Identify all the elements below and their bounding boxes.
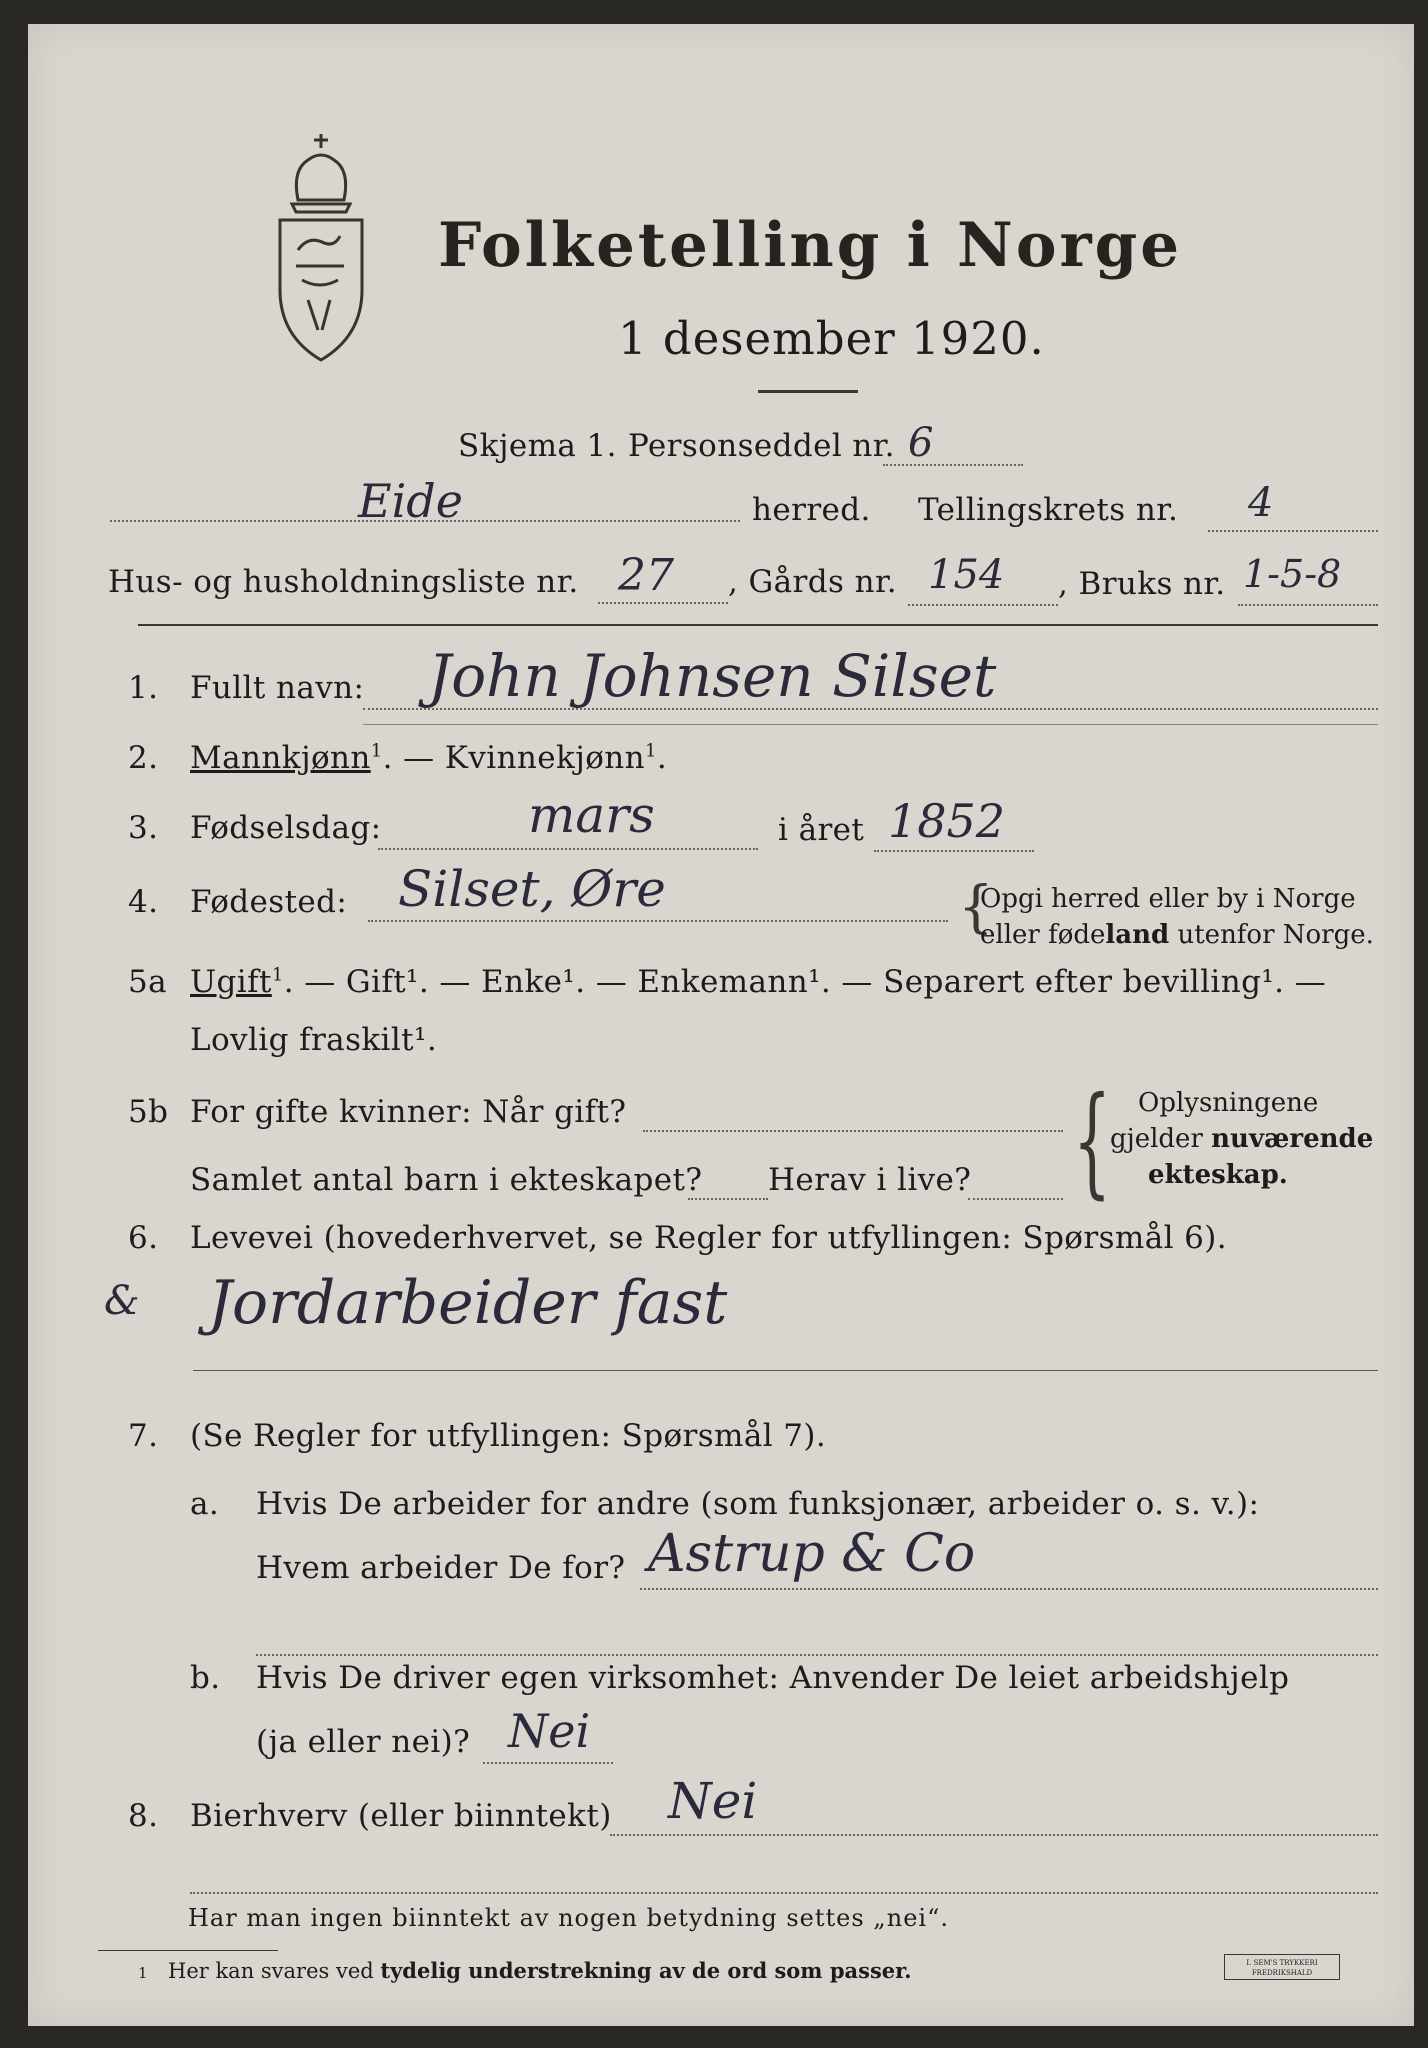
q7b-line1: Hvis De driver egen virksomhet: Anvender De leiet arbeidshjelp [256, 1660, 1290, 1696]
q7-label: (Se Regler for utfyllingen: Spørsmål 7). [190, 1418, 827, 1454]
q7a-line1: Hvis De arbeider for andre (som funksjonær, arbeider o. s. v.): [256, 1486, 1260, 1522]
q3-label: Fødselsdag: [190, 810, 382, 846]
q4-line [368, 920, 948, 922]
herred-value: Eide [358, 474, 463, 528]
q5a-ugift: Ugift [190, 964, 272, 1000]
q6-rule [193, 1370, 1378, 1371]
q7a-letter: a. [190, 1486, 220, 1522]
q7b-value: Nei [508, 1704, 591, 1758]
herred-label: herred. [752, 492, 871, 528]
q7a-value: Astrup & Co [648, 1524, 976, 1584]
q2-end: . [656, 740, 668, 776]
footnote-rule [98, 1950, 278, 1951]
q3-year-line [874, 850, 1034, 852]
q2-line [190, 740, 667, 776]
q5b-brace: { [1073, 1072, 1112, 1211]
q7-number: 7. [128, 1418, 159, 1454]
census-form [28, 24, 1414, 2026]
q5b-note-2: gjelder nuværende [1110, 1124, 1374, 1154]
q6-label: Levevei (hovederhvervet, se Regler for utfyllingen: Spørsmål 6). [190, 1220, 1228, 1256]
q5b-line2a: Samlet antal barn i ekteskapet? [190, 1162, 703, 1198]
husliste-label: Hus- og husholdningsliste nr. [108, 564, 579, 600]
q5b-note-3: ekteskap. [1148, 1160, 1288, 1190]
printer-stamp [1224, 1954, 1340, 1980]
bruks-line [1238, 604, 1378, 606]
q5a-line1 [190, 964, 1326, 1000]
q3-line [378, 848, 758, 850]
q4-note-1: Opgi herred eller by i Norge [980, 884, 1356, 914]
gards-line [908, 604, 1058, 606]
q5b-number: 5b [128, 1094, 169, 1130]
schema-label: Skjema 1. [458, 428, 617, 464]
title-divider [758, 390, 858, 393]
q4-value: Silset, Øre [398, 860, 666, 918]
footnote-mark: 1 [138, 1964, 148, 1982]
gards-label: , Gårds nr. [728, 564, 898, 600]
personseddel-line [883, 464, 1023, 466]
tellingskrets-value: 4 [1248, 480, 1274, 526]
bruks-label: , Bruks nr. [1058, 566, 1226, 602]
q6-margin-mark: & [104, 1278, 140, 1324]
q2-number: 2. [128, 740, 159, 776]
q8-label: Bierhverv (eller biinntekt) [190, 1798, 612, 1834]
header-rule [138, 624, 1378, 626]
coat-of-arms-icon [268, 130, 374, 370]
q3-year-value: 1852 [888, 794, 1006, 848]
q5a-rest: . — Gift¹. — Enke¹. — Enkemann¹. — Separert efter bevilling¹. — [283, 964, 1327, 1000]
personseddel-value: 6 [908, 420, 934, 466]
q5a-number: 5a [128, 964, 168, 1000]
q2-sup2: 1 [645, 740, 657, 762]
q4-note-2: eller fødeland utenfor Norge. [980, 920, 1374, 950]
form-date: 1 desember 1920. [618, 312, 1045, 365]
q5b-note-1: Oplysningene [1138, 1088, 1319, 1118]
q6-number: 6. [128, 1220, 159, 1256]
q5b-line1: For gifte kvinner: Når gift? [190, 1094, 627, 1130]
q7b-line2: (ja eller nei)? [256, 1724, 471, 1760]
q3-year-label: i året [778, 812, 865, 848]
q1-value: John Johnsen Silset [428, 642, 997, 710]
q8-extra-line [190, 1892, 1378, 1894]
q1-underline [363, 724, 1378, 725]
tellingskrets-line [1208, 530, 1378, 532]
q5a-sup: 1 [271, 964, 284, 986]
q8-line [610, 1834, 1378, 1836]
tellingskrets-label: Tellingskrets nr. [918, 492, 1179, 528]
q4-brace: { [958, 875, 994, 940]
q7a-extra-line [256, 1654, 1378, 1656]
q5b-line1-dots [643, 1130, 1063, 1132]
personseddel-label: Personseddel nr. [628, 428, 895, 464]
q3-value: mars [528, 786, 655, 844]
q5b-line2b-dots [968, 1198, 1063, 1200]
q8-value: Nei [668, 1772, 758, 1830]
printer-line-2: FREDRIKSHALD [1251, 1969, 1313, 1977]
husliste-line [598, 602, 728, 604]
gards-value: 154 [928, 552, 1005, 598]
footnote-text: Her kan svares ved tydelig understrekning av de ord som passer. [168, 1958, 912, 1983]
q2-sup1: 1 [370, 740, 383, 762]
q7b-letter: b. [190, 1660, 221, 1696]
q7b-line2-dots [483, 1762, 613, 1764]
q1-label: Fullt navn: [190, 670, 365, 706]
q7a-line2-dots [640, 1588, 1378, 1590]
q5b-line2a-dots [688, 1198, 768, 1200]
printer-line-1: I. SEM'S TRYKKERI [1246, 1959, 1318, 1967]
form-title: Folketelling i Norge [438, 210, 1183, 281]
q7a-line2: Hvem arbeider De for? [256, 1550, 626, 1586]
q5b-line2b: Herav i live? [768, 1162, 972, 1198]
q2-sep: . — [382, 740, 445, 776]
bruks-value: 1-5-8 [1243, 552, 1342, 596]
q8-number: 8. [128, 1798, 159, 1834]
q8-note: Har man ingen biinntekt av nogen betydning settes „nei“. [188, 1904, 949, 1932]
q4-number: 4. [128, 884, 159, 920]
q1-number: 1. [128, 670, 159, 706]
husliste-value: 27 [618, 550, 674, 601]
q6-value: Jordarbeider fast [208, 1268, 728, 1338]
q5a-line2: Lovlig fraskilt¹. [190, 1022, 438, 1058]
q4-label: Fødested: [190, 884, 348, 920]
q3-number: 3. [128, 810, 159, 846]
q2-kvinne: Kvinnekjønn [444, 740, 646, 776]
q2-mann: Mannkjønn [190, 740, 371, 776]
